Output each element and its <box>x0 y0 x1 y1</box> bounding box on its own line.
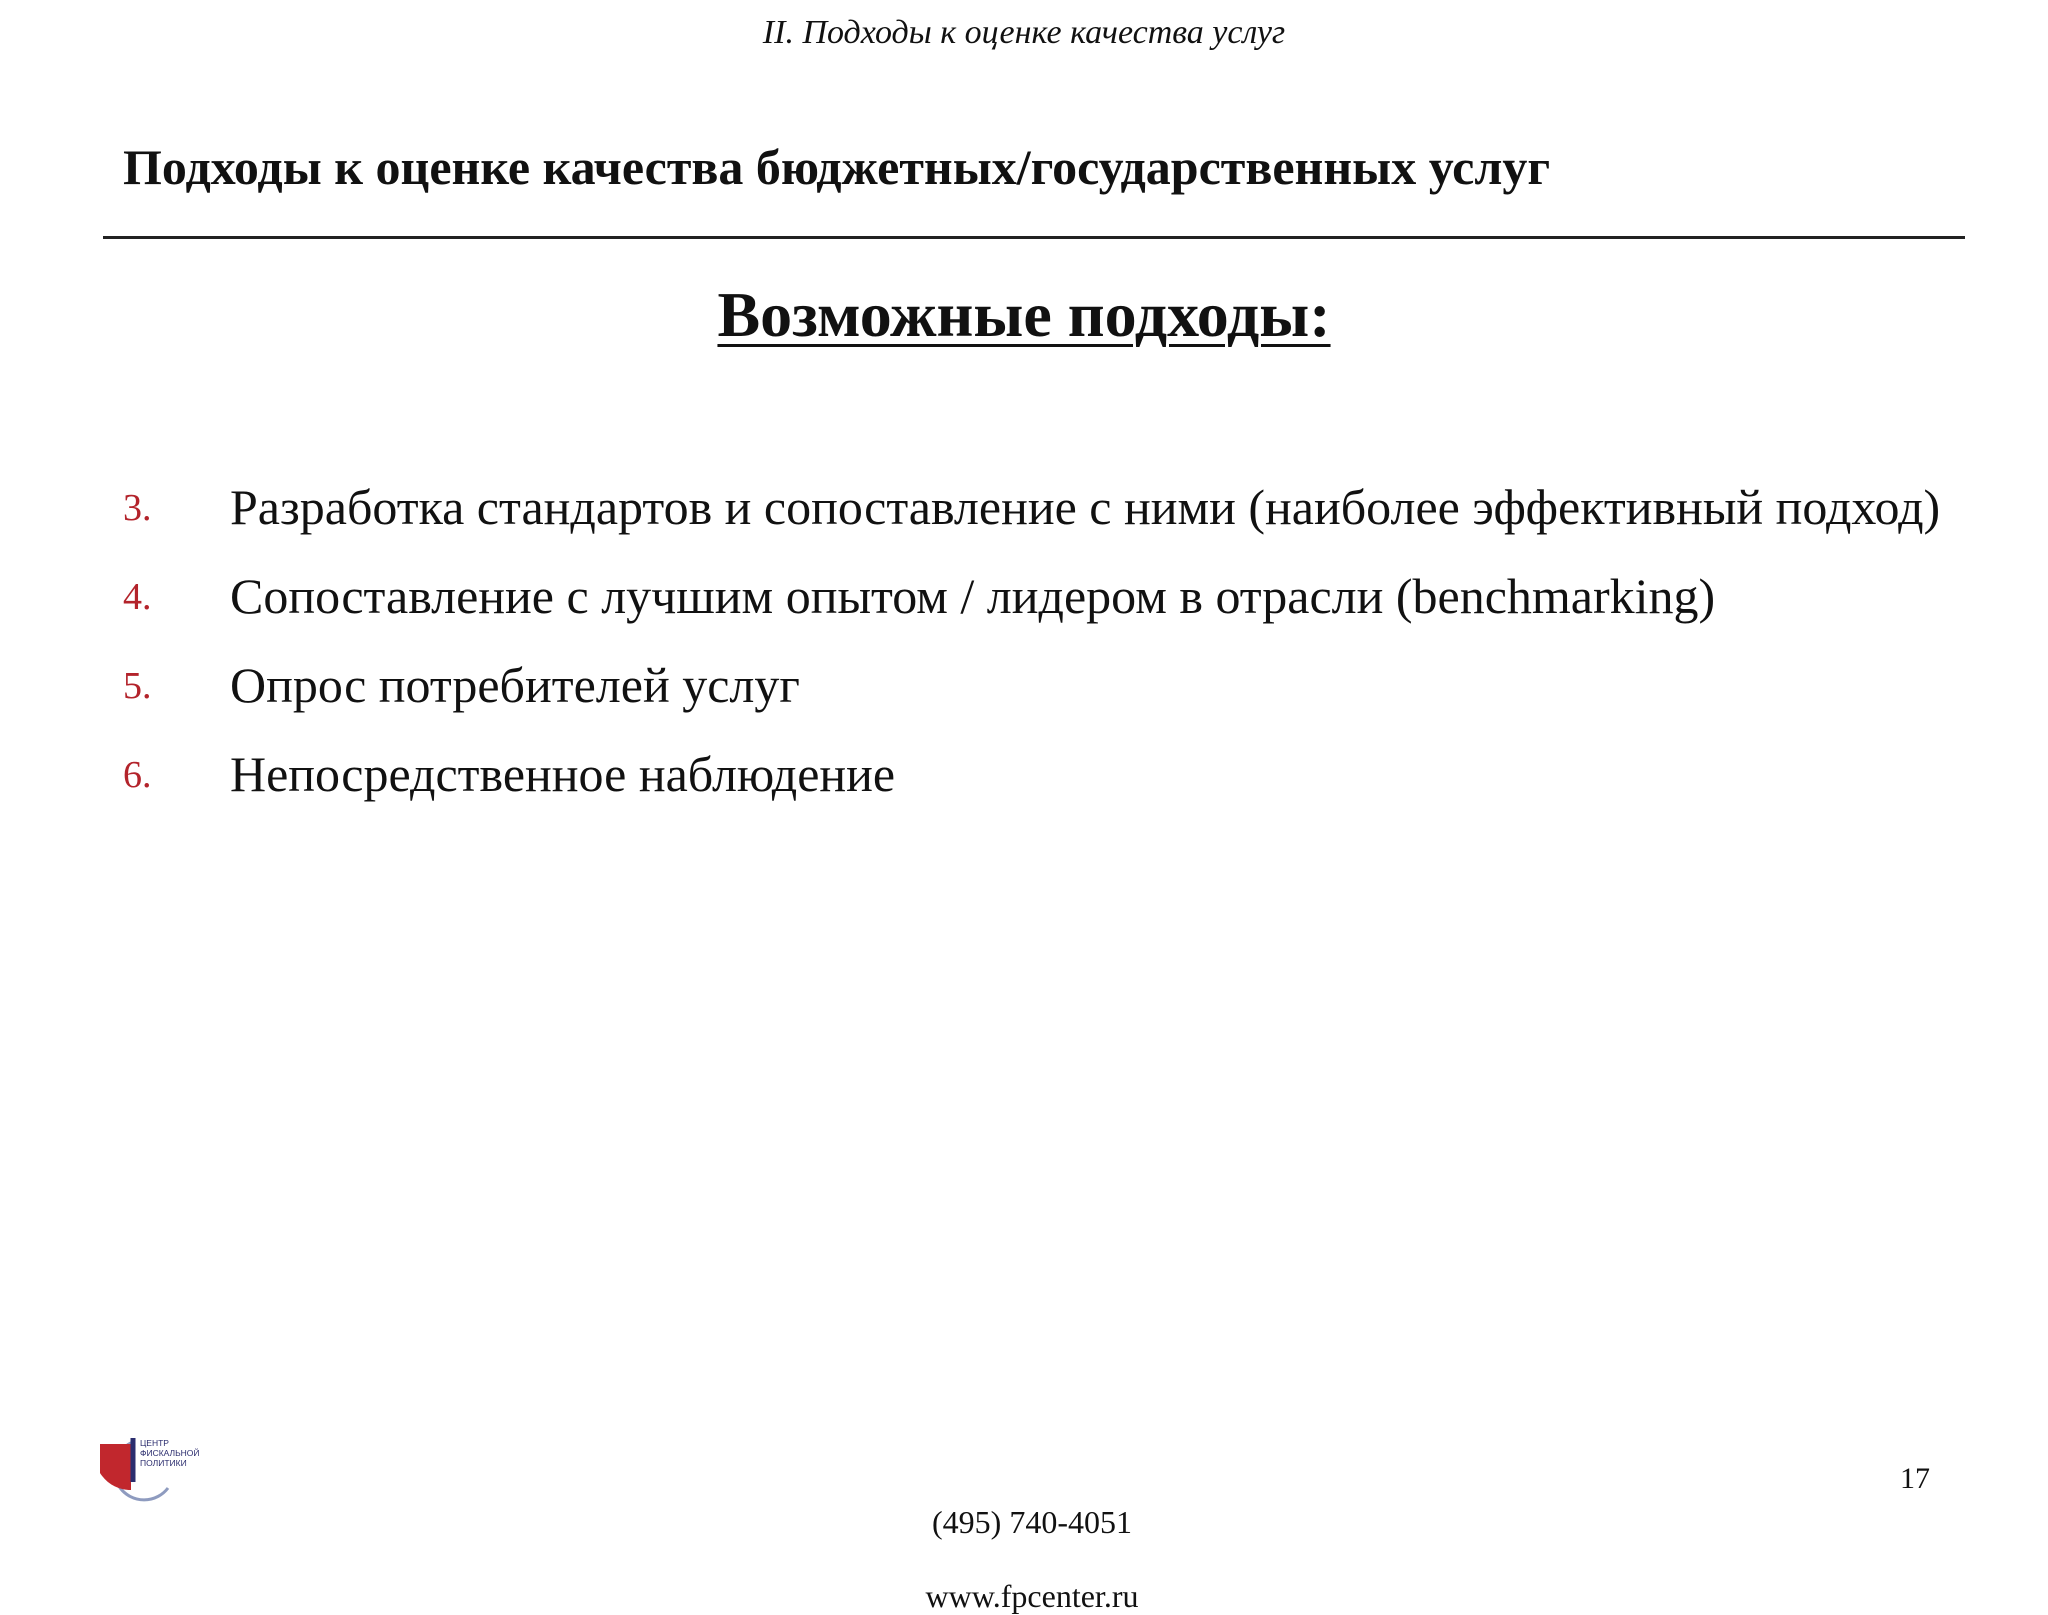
list-item <box>123 561 2003 631</box>
list-item <box>123 472 2003 542</box>
list-item-text: Непосредственное наблюдение <box>230 746 896 802</box>
footer-phone: (495) 740-4051 <box>932 1504 1132 1540</box>
list-item-text: Сопоставление с лучшим опытом / лидером в отрасли (benchmarking) <box>230 568 1716 624</box>
svg-text:ФИСКАЛЬНОЙ: ФИСКАЛЬНОЙ <box>140 1448 200 1458</box>
footer-contacts <box>0 1467 2048 1615</box>
list-item-number: 6. <box>123 754 152 796</box>
list-item-text: Опрос потребителей услуг <box>230 657 800 713</box>
footer-website[interactable]: www.fpcenter.ru <box>925 1578 1139 1614</box>
list-item-number: 4. <box>123 576 152 618</box>
list-item <box>123 739 2003 809</box>
approaches-list <box>123 472 2003 828</box>
list-item-number: 5. <box>123 665 152 707</box>
list-item <box>123 650 2003 720</box>
list-item-number: 3. <box>123 487 152 529</box>
title-divider <box>103 236 1965 239</box>
section-header: II. Подходы к оценке качества услуг <box>762 14 1286 51</box>
svg-text:ПОЛИТИКИ: ПОЛИТИКИ <box>140 1458 187 1468</box>
svg-text:ЦЕНТР: ЦЕНТР <box>140 1438 169 1448</box>
list-item-text: Разработка стандартов и сопоставление с ними (наиболее эффективный подход) <box>230 479 1941 535</box>
page-number: 17 <box>1900 1462 1930 1495</box>
slide-title: Подходы к оценке качества бюджетных/государственных услуг <box>123 139 1551 195</box>
subtitle <box>0 278 2048 352</box>
subtitle-text: Возможные подходы: <box>717 279 1331 350</box>
